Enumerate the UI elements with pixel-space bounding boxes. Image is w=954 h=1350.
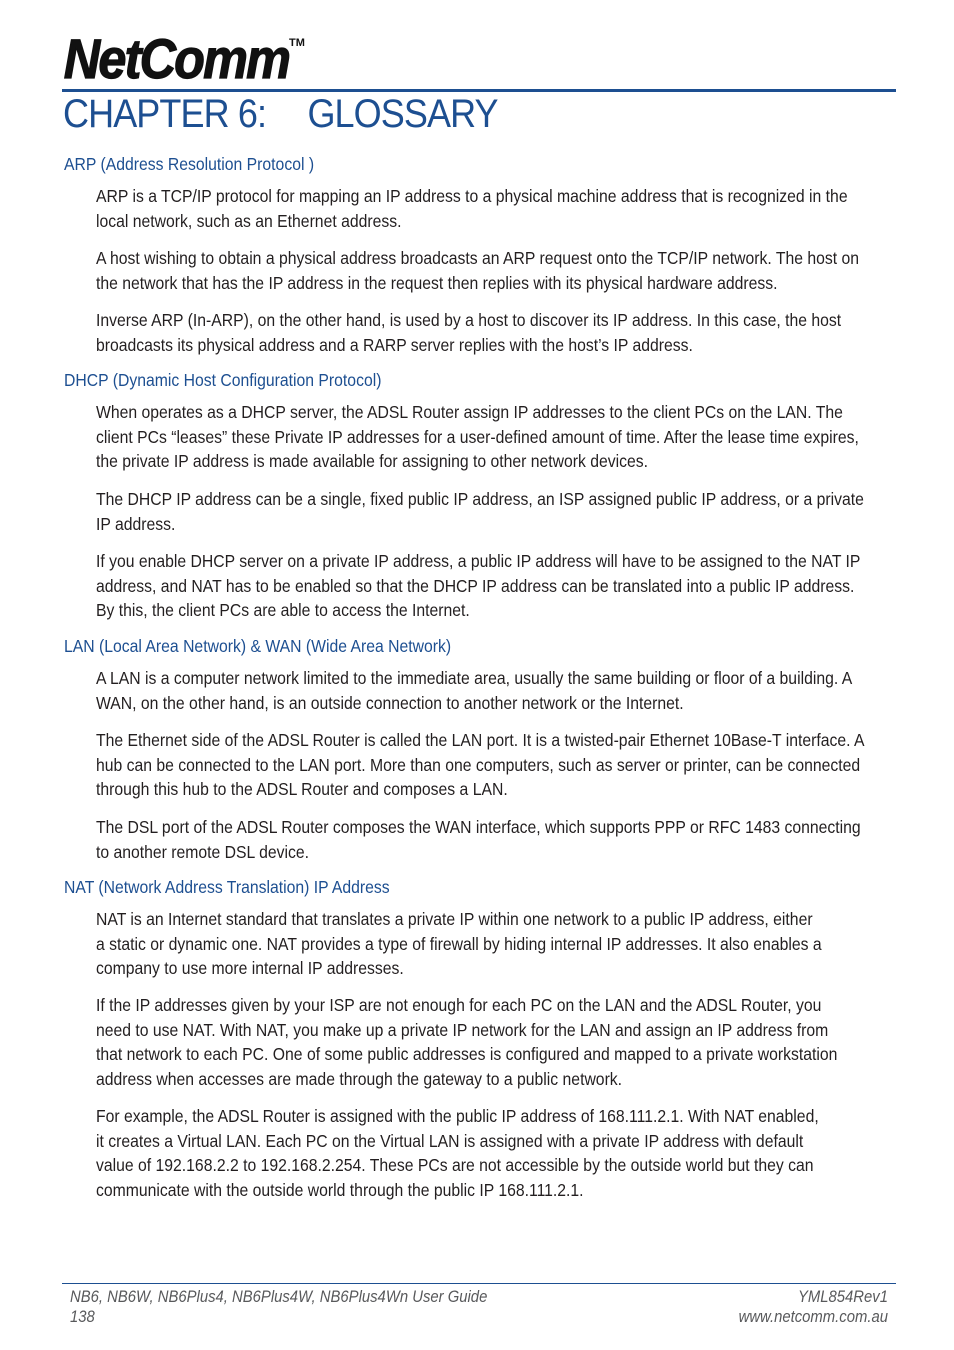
section-paragraph	[96, 728, 888, 802]
section-paragraph	[96, 184, 888, 233]
section-heading: DHCP (Dynamic Host Configuration Protocol)	[64, 370, 382, 390]
chapter-title	[63, 92, 498, 137]
paragraph-line: company to use more internal IP addresses.	[96, 958, 404, 979]
chapter-name: GLOSSARY	[307, 92, 498, 136]
section-paragraph	[96, 1104, 888, 1202]
section-paragraph	[96, 308, 888, 357]
paragraph-line: a static or dynamic one. NAT provides a type of firewall by hiding internal IP addresses. It also enables a	[96, 933, 822, 954]
netcomm-logo	[62, 26, 308, 84]
paragraph-line: A LAN is a computer network limited to the immediate area, usually the same building or floor of a building. A	[96, 668, 853, 688]
footer-right	[739, 1287, 888, 1327]
paragraph-line: to another remote DSL device.	[96, 841, 309, 862]
paragraph-line: through this hub to the ADSL Router and composes a LAN.	[96, 779, 508, 800]
paragraph-line: The DSL port of the ADSL Router composes the WAN interface, which supports PPP or RFC 1483 connecting	[96, 817, 861, 837]
section-heading: LAN (Local Area Network) & WAN (Wide Area Network)	[64, 636, 452, 656]
paragraph-line: ARP is a TCP/IP protocol for mapping an IP address to a physical machine address that is recognized in the	[96, 186, 848, 206]
footer-website: www.netcomm.com.au	[738, 1308, 888, 1326]
paragraph-line: The Ethernet side of the ADSL Router is called the LAN port. It is a twisted-pair Ethernet 10Base-T interface. A	[96, 730, 865, 750]
paragraph-line: communicate with the outside world through the public IP 168.111.2.1.	[96, 1179, 584, 1200]
section-paragraph	[96, 246, 888, 295]
section-paragraph	[96, 815, 888, 864]
paragraph-line: that network to each PC. One of some public addresses is configured and mapped to a private workstation	[96, 1044, 838, 1065]
paragraph-line: A host wishing to obtain a physical address broadcasts an ARP request onto the TCP/IP network. The host on	[96, 248, 860, 268]
footer-doc-code: YML854Rev1	[798, 1288, 888, 1306]
paragraph-line: client PCs “leases” these Private IP addresses for a user-defined amount of time. After the lease time expires,	[96, 426, 859, 447]
paragraph-line: By this, the client PCs are able to access the Internet.	[96, 600, 470, 621]
footer-left	[70, 1287, 487, 1327]
paragraph-line: IP address.	[96, 513, 176, 534]
paragraph-line: The DHCP IP address can be a single, fixed public IP address, an ISP assigned public IP address, or a private	[96, 489, 864, 509]
logo-tm: TM	[289, 37, 305, 49]
paragraph-line: the network that has the IP address in the request then replies with its physical hardware address.	[96, 272, 778, 293]
footer-rule	[62, 1283, 896, 1284]
section-paragraph	[96, 666, 888, 715]
paragraph-line: local network, such as an Ethernet address.	[96, 210, 402, 231]
paragraph-line: If you enable DHCP server on a private IP address, a public IP address will have to be assigned to the NAT IP	[96, 551, 861, 571]
paragraph-line: For example, the ADSL Router is assigned with the public IP address of 168.111.2.1. With NAT enabled,	[96, 1106, 819, 1126]
chapter-label: CHAPTER 6:	[63, 92, 267, 136]
paragraph-line: need to use NAT. With NAT, you make up a private IP network for the LAN and assign an IP address from	[96, 1019, 829, 1040]
footer-page-number: 138	[70, 1308, 95, 1326]
paragraph-line: it creates a Virtual LAN. Each PC on the Virtual LAN is assigned with a private IP address with default	[96, 1130, 804, 1151]
paragraph-line: When operates as a DHCP server, the ADSL Router assign IP addresses to the client PCs on the LAN. The	[96, 402, 843, 422]
logo-text: NetComm	[63, 28, 290, 84]
footer-product: NB6, NB6W, NB6Plus4, NB6Plus4W, NB6Plus4Wn User Guide	[70, 1288, 488, 1306]
paragraph-line: address when accesses are made through the gateway to a public network.	[96, 1068, 623, 1089]
section-paragraph	[96, 487, 888, 536]
paragraph-line: Inverse ARP (In-ARP), on the other hand, is used by a host to discover its IP address. In this case, the host	[96, 310, 842, 330]
paragraph-line: WAN, on the other hand, is an outside connection to another network or the Internet.	[96, 692, 684, 713]
paragraph-line: address, and NAT has to be enabled so that the DHCP IP address can be translated into a public IP address.	[96, 575, 855, 596]
section-paragraph	[96, 907, 888, 981]
paragraph-line: If the IP addresses given by your ISP are not enough for each PC on the LAN and the ADSL Router, you	[96, 995, 822, 1015]
paragraph-line: NAT is an Internet standard that translates a private IP within one network to a public IP address, either	[96, 909, 813, 929]
section-paragraph	[96, 549, 888, 623]
paragraph-line: the private IP address is made available for assigning to other network devices.	[96, 451, 649, 472]
section-paragraph	[96, 993, 888, 1091]
paragraph-line: value of 192.168.2.2 to 192.168.2.254. These PCs are not accessible by the outside world but they can	[96, 1155, 814, 1176]
section-heading: ARP (Address Resolution Protocol )	[64, 154, 315, 174]
section-paragraph	[96, 400, 888, 474]
section-heading: NAT (Network Address Translation) IP Address	[64, 877, 390, 897]
paragraph-line: broadcasts its physical address and a RARP server replies with the host’s IP address.	[96, 334, 693, 355]
paragraph-line: hub can be connected to the LAN port. More than one computers, such as server or printer, can be connected	[96, 754, 861, 775]
